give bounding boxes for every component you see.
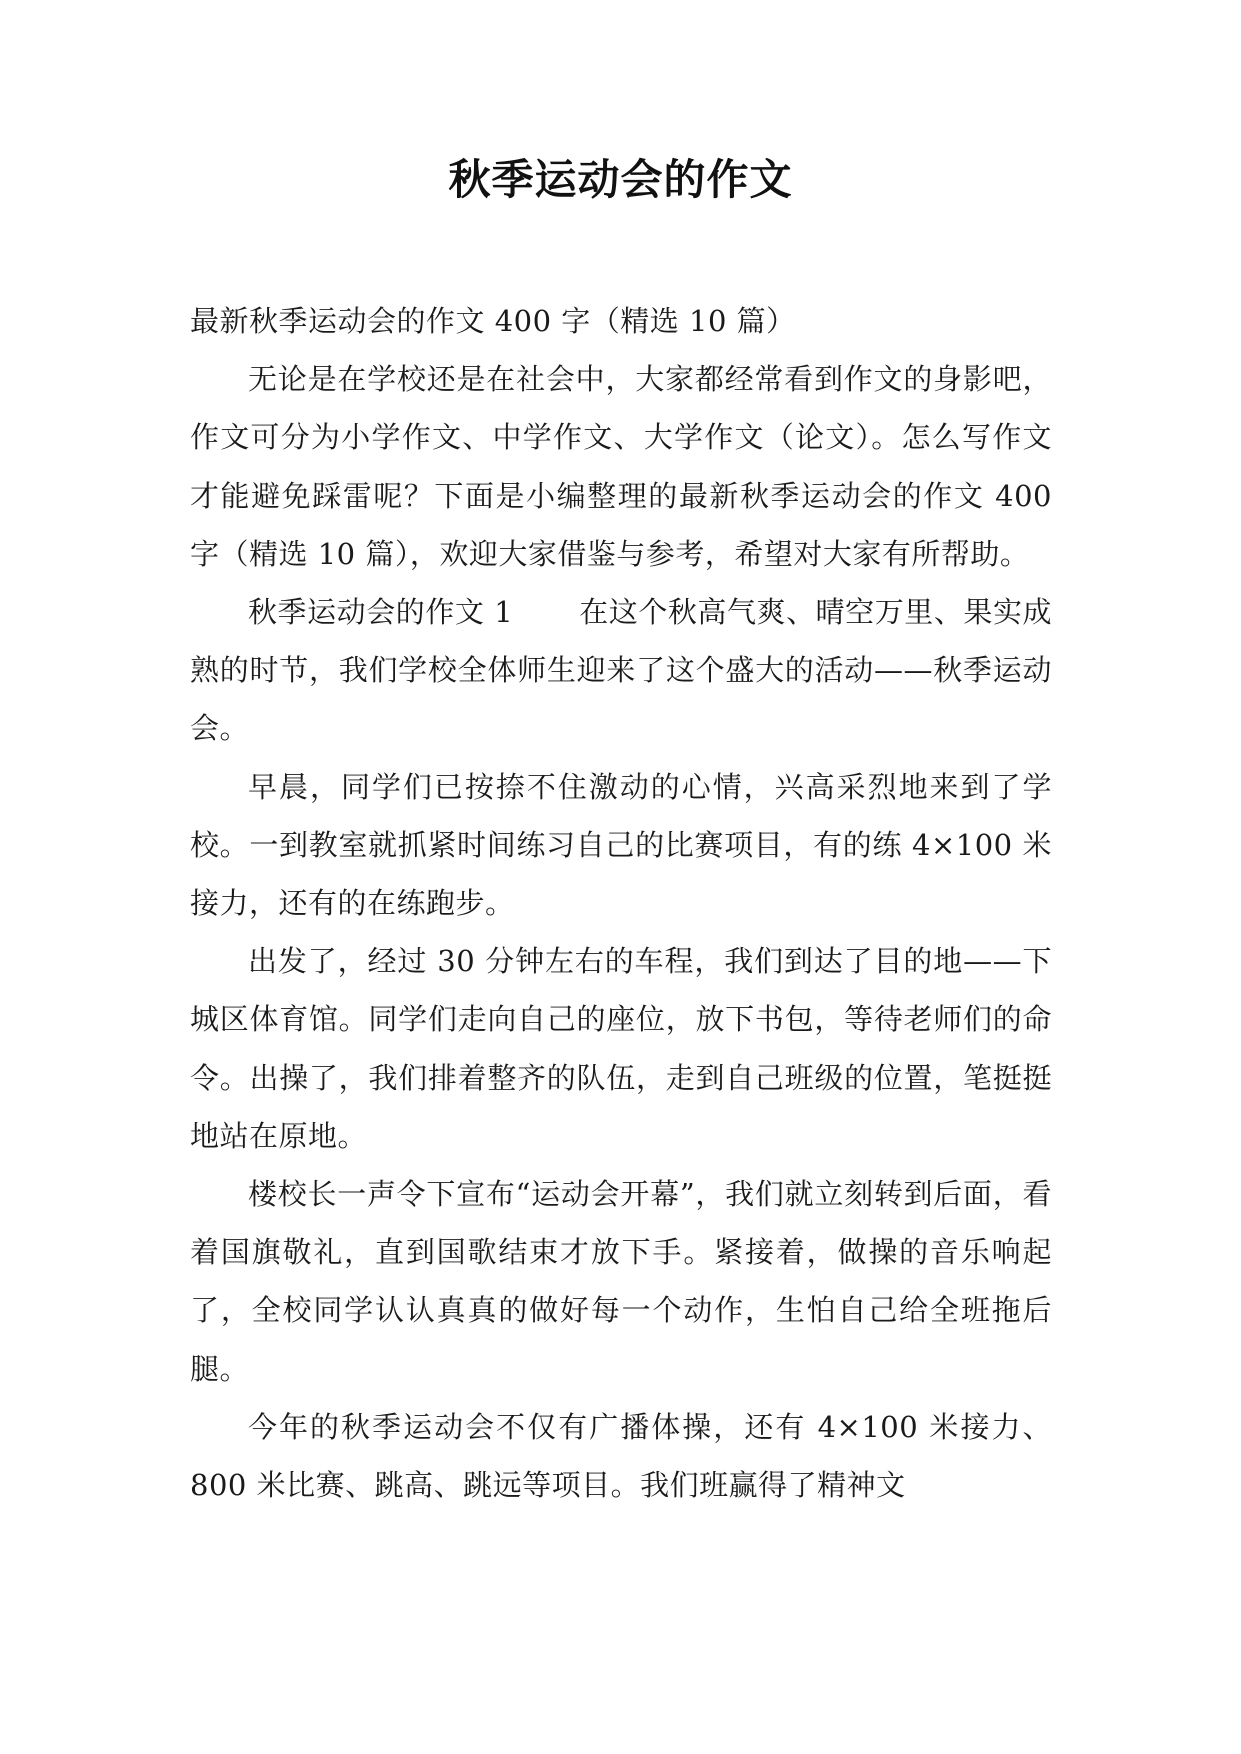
document-title: 秋季运动会的作文	[448, 155, 793, 204]
subtitle-line: 最新秋季运动会的作文 400 字（精选 10 篇）	[190, 304, 796, 338]
body-paragraph: 早晨，同学们已按捺不住激动的心情，兴高采烈地来到了学校。一到教室就抓紧时间练习自己的比赛项目，有的练 4×100 米接力，还有的在练跑步。	[190, 769, 1052, 921]
document-body	[190, 292, 1052, 1514]
section-lead-text: 在这个秋高气爽、晴空万里、果实成熟的时节，我们学校全体师生迎来了这个盛大的活动——秋季运动会。	[190, 595, 1052, 746]
section-1-paragraph	[190, 583, 1052, 758]
body-paragraph: 出发了，经过 30 分钟左右的车程，我们到达了目的地——下城区体育馆。同学们走向自己的座位，放下书包，等待老师们的命令。出操了，我们排着整齐的队伍，走到自己班级的位置，笔挺挺地站在原地。	[190, 944, 1052, 1153]
body-paragraph: 楼校长一声令下宣布“运动会开幕”，我们就立刻转到后面，看着国旗敬礼，直到国歌结束才放下手。紧接着，做操的音乐响起了，全校同学认认真真的做好每一个动作，生怕自己给全班拖后腿。	[190, 1177, 1052, 1386]
body-paragraph: 今年的秋季运动会不仅有广播体操，还有 4×100 米接力、800 米比赛、跳高、跳远等项目。我们班赢得了精神文	[190, 1409, 1052, 1503]
section-heading: 秋季运动会的作文 1	[248, 595, 514, 630]
intro-paragraph: 无论是在学校还是在社会中，大家都经常看到作文的身影吧，作文可分为小学作文、中学作文、大学作文（论文）。怎么写作文才能避免踩雷呢？下面是小编整理的最新秋季运动会的作文 400 字（精选 10 篇），欢迎大家借鉴与参考，希望对大家有所帮助。	[190, 362, 1052, 571]
